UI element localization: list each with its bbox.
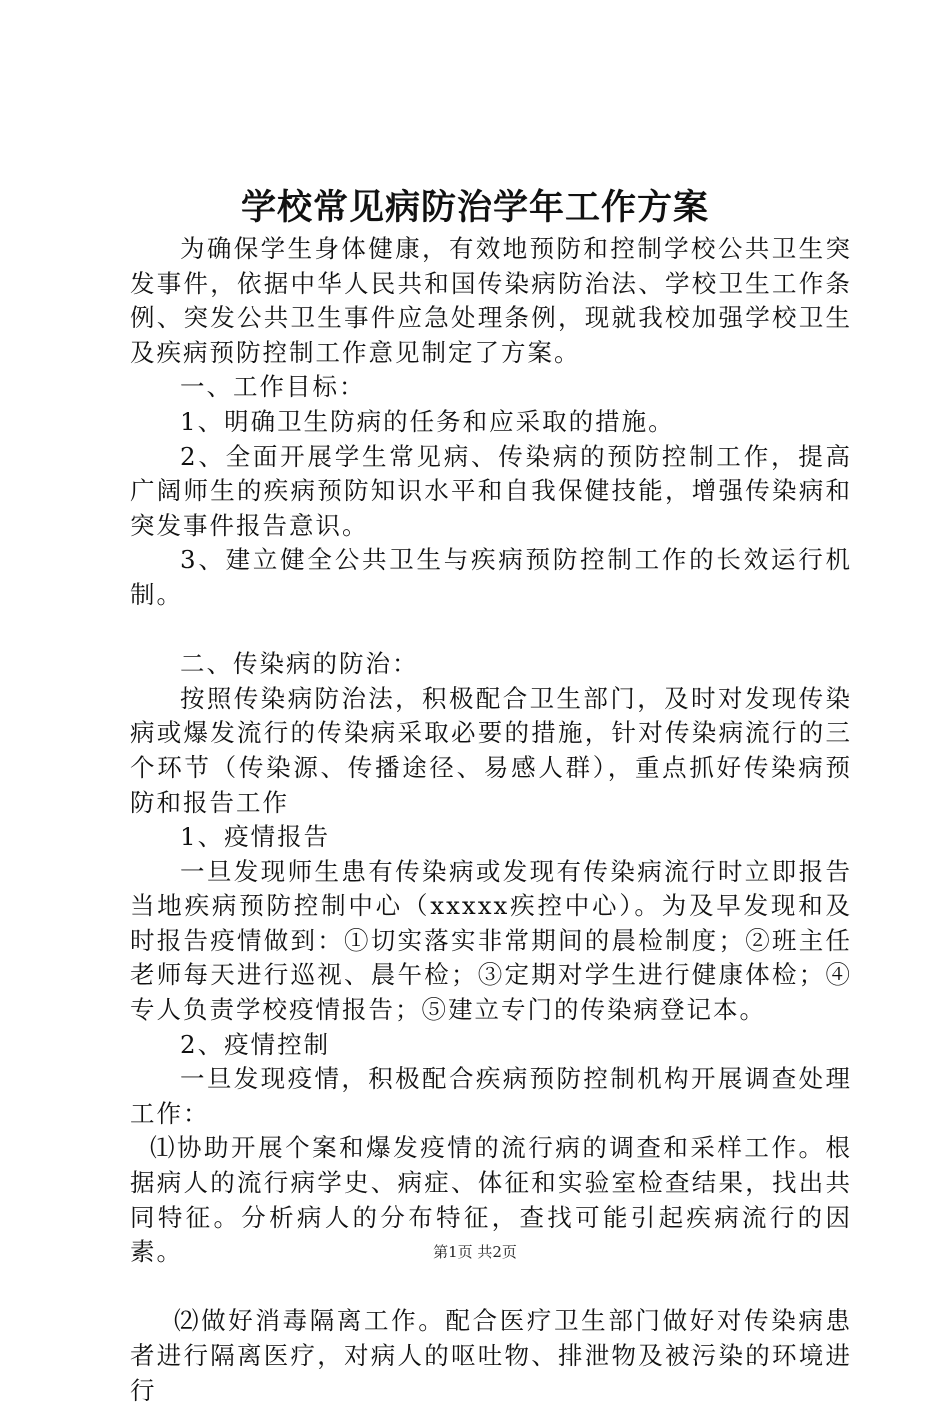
goal-item-3: 3、建立健全公共卫生与疾病预防控制工作的长效运行机制。 <box>130 545 852 609</box>
document-title: 学校常见病防治学年工作方案 <box>240 187 709 228</box>
goal-item-1: 1、明确卫生防病的任务和应采取的措施。 <box>180 406 675 436</box>
prevention-paragraph: 按照传染病防治法，积极配合卫生部门，及时对发现传染病或爆发流行的传染病采取必要的措施，针对传染病流行的三个环节（传染源、传播途径、易感人群），重点抓好传染病预防和报告工作 <box>130 683 852 817</box>
section-heading-goals: 一、工作目标： <box>180 372 366 402</box>
subheading-epidemic-control: 2、疫情控制 <box>180 1029 331 1059</box>
subheading-epidemic-report: 1、疫情报告 <box>180 822 331 852</box>
paragraph-gap <box>130 1270 852 1305</box>
document-body <box>130 232 852 1408</box>
goal-item-2: 2、全面开展学生常见病、传染病的预防控制工作，提高广阔师生的疾病预防知识水平和自我保健技能，增强传染病和突发事件报告意识。 <box>130 441 852 540</box>
paragraph-gap <box>130 613 852 648</box>
page-footer: 第1页 共2页 <box>433 1243 517 1261</box>
control-item-1: ⑴协助开展个案和爆发疫情的流行病的调查和采样工作。根据病人的流行病学史、病症、体征和实验室检查结果，找出共同特征。分析病人的分布特征，查找可能引起疾病流行的因素。 <box>130 1133 852 1267</box>
control-item-2: ⑵做好消毒隔离工作。配合医疗卫生部门做好对传染病患者进行隔离医疗，对病人的呕吐物、排泄物及被污染的环境进行 <box>130 1306 852 1405</box>
epidemic-report-paragraph: 一旦发现师生患有传染病或发现有传染病流行时立即报告当地疾病预防控制中心（xxxxx疾控中心）。为及早发现和及时报告疫情做到：①切实落实非常期间的晨检制度；②班主任老师每天进行巡视、晨午检；③定期对学生进行健康体检；④专人负责学校疫情报告；⑤建立专门的传染病登记本。 <box>130 856 852 1025</box>
section-heading-prevention: 二、传染病的防治： <box>180 649 419 679</box>
epidemic-control-paragraph: 一旦发现疫情，积极配合疾病预防控制机构开展调查处理工作： <box>130 1064 852 1128</box>
intro-paragraph: 为确保学生身体健康，有效地预防和控制学校公共卫生突发事件，依据中华人民共和国传染病防治法、学校卫生工作条例、突发公共卫生事件应急处理条例，现就我校加强学校卫生及疾病预防控制工作意见制定了方案。 <box>130 234 852 367</box>
